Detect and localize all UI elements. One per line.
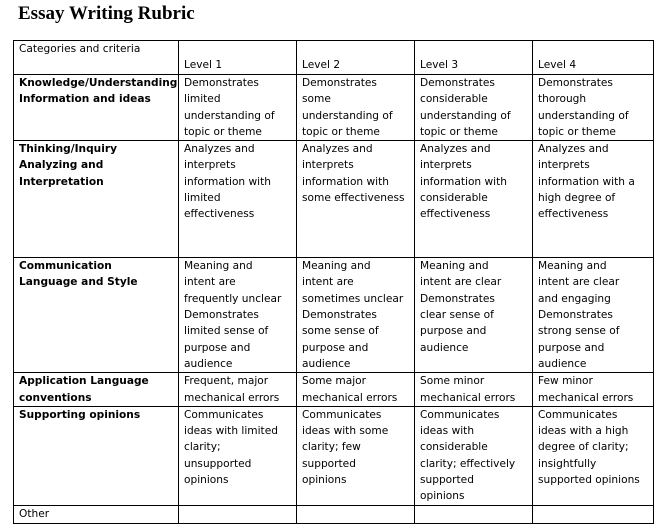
rubric-row	[14, 75, 654, 141]
level-1-descriptor-cell	[179, 75, 297, 141]
descriptor-line: Frequent, major	[184, 375, 269, 388]
descriptor-line: Few minor	[538, 375, 593, 388]
level-1-header-cell	[179, 41, 297, 75]
descriptor-line: topic or theme	[420, 125, 498, 138]
descriptor-line: some effectiveness	[302, 192, 405, 205]
page-title: Essay Writing Rubric	[18, 3, 195, 24]
descriptor-line: effectiveness	[184, 208, 255, 221]
descriptor-line: mechanical errors	[302, 391, 398, 404]
level-4-label: Level 4	[538, 59, 577, 71]
other-category-cell	[14, 505, 179, 523]
descriptor-line: purpose and	[302, 341, 369, 354]
descriptor-line: Demonstrates	[420, 77, 495, 89]
descriptor-line: clarity; few	[302, 441, 361, 454]
level-2-descriptor-cell	[297, 141, 415, 258]
descriptor-line: considerable	[420, 93, 488, 106]
descriptor-line: information with	[420, 175, 507, 188]
descriptor-line: understanding of	[302, 109, 393, 122]
rubric-row	[14, 373, 654, 407]
descriptor-line: audience	[420, 341, 469, 354]
descriptor-line: limited	[184, 192, 221, 205]
descriptor-line: limited	[184, 93, 221, 106]
header-row	[14, 41, 654, 75]
descriptor-line: ideas with limited	[184, 425, 278, 438]
descriptor-line: audience	[302, 357, 351, 370]
descriptor-line: information with	[184, 175, 271, 188]
other-label: Other	[19, 507, 50, 520]
rubric-row	[14, 141, 654, 258]
descriptor-line: Demonstrates	[538, 77, 613, 89]
descriptor-line: considerable	[420, 192, 488, 205]
descriptor-line: some	[302, 93, 331, 106]
category-label-line: Information and ideas	[19, 93, 151, 106]
level-3-label: Level 3	[420, 59, 459, 71]
descriptor-line: understanding of	[420, 109, 511, 122]
descriptor-line: opinions	[302, 474, 347, 487]
descriptor-line: Communicates	[420, 408, 500, 421]
category-label-line: conventions	[19, 391, 92, 404]
descriptor-line: mechanical errors	[420, 391, 516, 404]
level-4-descriptor-cell	[533, 141, 654, 258]
rubric-row	[14, 406, 654, 505]
descriptor-line: and engaging	[538, 292, 611, 305]
other-empty-cell	[297, 505, 415, 523]
level-1-descriptor-cell	[179, 406, 297, 505]
category-cell	[14, 75, 179, 141]
descriptor-line: supported	[420, 474, 474, 487]
descriptor-line: clarity;	[184, 441, 221, 454]
category-label-line: Communication	[19, 260, 112, 273]
descriptor-line: interprets	[538, 159, 590, 172]
descriptor-line: Meaning and	[302, 260, 371, 273]
level-3-header-cell	[415, 41, 533, 75]
category-label-line: Analyzing and	[19, 159, 104, 172]
level-3-descriptor-cell	[415, 258, 533, 373]
descriptor-line: Analyzes and	[420, 143, 491, 156]
descriptor-line: Meaning and	[538, 260, 607, 273]
category-cell	[14, 141, 179, 258]
descriptor-line: purpose and	[538, 341, 605, 354]
descriptor-line: topic or theme	[302, 125, 380, 138]
level-4-descriptor-cell	[533, 373, 654, 407]
level-1-label: Level 1	[184, 59, 223, 71]
descriptor-line: purpose and	[420, 325, 487, 338]
descriptor-line: information with a	[538, 175, 635, 188]
descriptor-line: Demonstrates	[302, 77, 377, 89]
descriptor-line: topic or theme	[538, 125, 616, 138]
rubric-table	[13, 40, 654, 524]
level-3-descriptor-cell	[415, 406, 533, 505]
descriptor-line: Some major	[302, 375, 367, 388]
descriptor-line: Analyzes and	[184, 143, 255, 156]
level-2-descriptor-cell	[297, 406, 415, 505]
descriptor-line: Some minor	[420, 375, 485, 388]
descriptor-line: high degree of	[538, 192, 616, 205]
descriptor-line: ideas with a high	[538, 425, 629, 438]
category-label-line: Knowledge/Understanding	[19, 77, 178, 89]
descriptor-line: purpose and	[184, 341, 251, 354]
descriptor-line: intent are clear	[420, 276, 502, 289]
level-3-descriptor-cell	[415, 373, 533, 407]
descriptor-line: Meaning and	[184, 260, 253, 273]
descriptor-line: interprets	[420, 159, 472, 172]
descriptor-line: Demonstrates	[184, 77, 259, 89]
descriptor-line: supported	[302, 457, 356, 470]
descriptor-line: Communicates	[302, 408, 382, 421]
level-1-descriptor-cell	[179, 141, 297, 258]
descriptor-line: Analyzes and	[538, 143, 609, 156]
category-label-line: Interpretation	[19, 175, 104, 188]
descriptor-line: understanding of	[184, 109, 275, 122]
other-empty-cell	[415, 505, 533, 523]
category-label-line: Supporting opinions	[19, 408, 141, 421]
category-label-line: Thinking/Inquiry	[19, 143, 117, 156]
level-2-descriptor-cell	[297, 258, 415, 373]
level-2-label: Level 2	[302, 59, 341, 71]
descriptor-line: intent are clear	[538, 276, 620, 289]
level-2-descriptor-cell	[297, 75, 415, 141]
descriptor-line: audience	[184, 357, 233, 370]
descriptor-line: interprets	[184, 159, 236, 172]
descriptor-line: understanding of	[538, 109, 629, 122]
descriptor-line: ideas with	[420, 425, 475, 438]
other-empty-cell	[533, 505, 654, 523]
other-row	[14, 505, 654, 523]
level-4-descriptor-cell	[533, 406, 654, 505]
level-1-descriptor-cell	[179, 258, 297, 373]
descriptor-line: intent are	[302, 276, 354, 289]
descriptor-line: opinions	[420, 490, 465, 503]
descriptor-line: topic or theme	[184, 125, 262, 138]
level-3-descriptor-cell	[415, 141, 533, 258]
category-header-label: Categories and criteria	[19, 43, 141, 55]
descriptor-line: Communicates	[184, 408, 264, 421]
level-4-header-cell	[533, 41, 654, 75]
category-cell	[14, 406, 179, 505]
descriptor-line: mechanical errors	[538, 391, 634, 404]
descriptor-line: effectiveness	[420, 208, 491, 221]
level-3-descriptor-cell	[415, 75, 533, 141]
descriptor-line: frequently unclear	[184, 292, 282, 305]
category-label-line: Application Language	[19, 375, 149, 388]
descriptor-line: strong sense of	[538, 325, 620, 338]
descriptor-line: some sense of	[302, 325, 379, 338]
descriptor-line: considerable	[420, 441, 488, 454]
other-empty-cell	[179, 505, 297, 523]
descriptor-line: audience	[538, 357, 587, 370]
descriptor-line: ideas with some	[302, 425, 389, 438]
level-1-descriptor-cell	[179, 373, 297, 407]
level-2-header-cell	[297, 41, 415, 75]
descriptor-line: sometimes unclear	[302, 292, 404, 305]
level-2-descriptor-cell	[297, 373, 415, 407]
descriptor-line: supported opinions	[538, 474, 640, 487]
category-cell	[14, 373, 179, 407]
descriptor-line: mechanical errors	[184, 391, 280, 404]
descriptor-line: effectiveness	[538, 208, 609, 221]
descriptor-line: unsupported	[184, 457, 252, 470]
descriptor-line: interprets	[302, 159, 354, 172]
level-4-descriptor-cell	[533, 258, 654, 373]
descriptor-line: Analyzes and	[302, 143, 373, 156]
descriptor-line: Demonstrates	[538, 309, 613, 322]
descriptor-line: Communicates	[538, 408, 618, 421]
category-label-line: Language and Style	[19, 276, 138, 289]
category-header-cell	[14, 41, 179, 75]
descriptor-line: Meaning and	[420, 260, 489, 273]
descriptor-line: Demonstrates	[420, 292, 495, 305]
descriptor-line: clarity; effectively	[420, 457, 516, 470]
descriptor-line: insightfully	[538, 457, 597, 470]
descriptor-line: thorough	[538, 93, 587, 106]
level-4-descriptor-cell	[533, 75, 654, 141]
descriptor-line: Demonstrates	[302, 309, 377, 322]
descriptor-line: limited sense of	[184, 325, 269, 338]
descriptor-line: clear sense of	[420, 309, 494, 322]
descriptor-line: Demonstrates	[184, 309, 259, 322]
descriptor-line: information with	[302, 175, 389, 188]
descriptor-line: opinions	[184, 474, 229, 487]
descriptor-line: degree of clarity;	[538, 441, 629, 454]
category-cell	[14, 258, 179, 373]
descriptor-line: intent are	[184, 276, 236, 289]
rubric-row	[14, 258, 654, 373]
